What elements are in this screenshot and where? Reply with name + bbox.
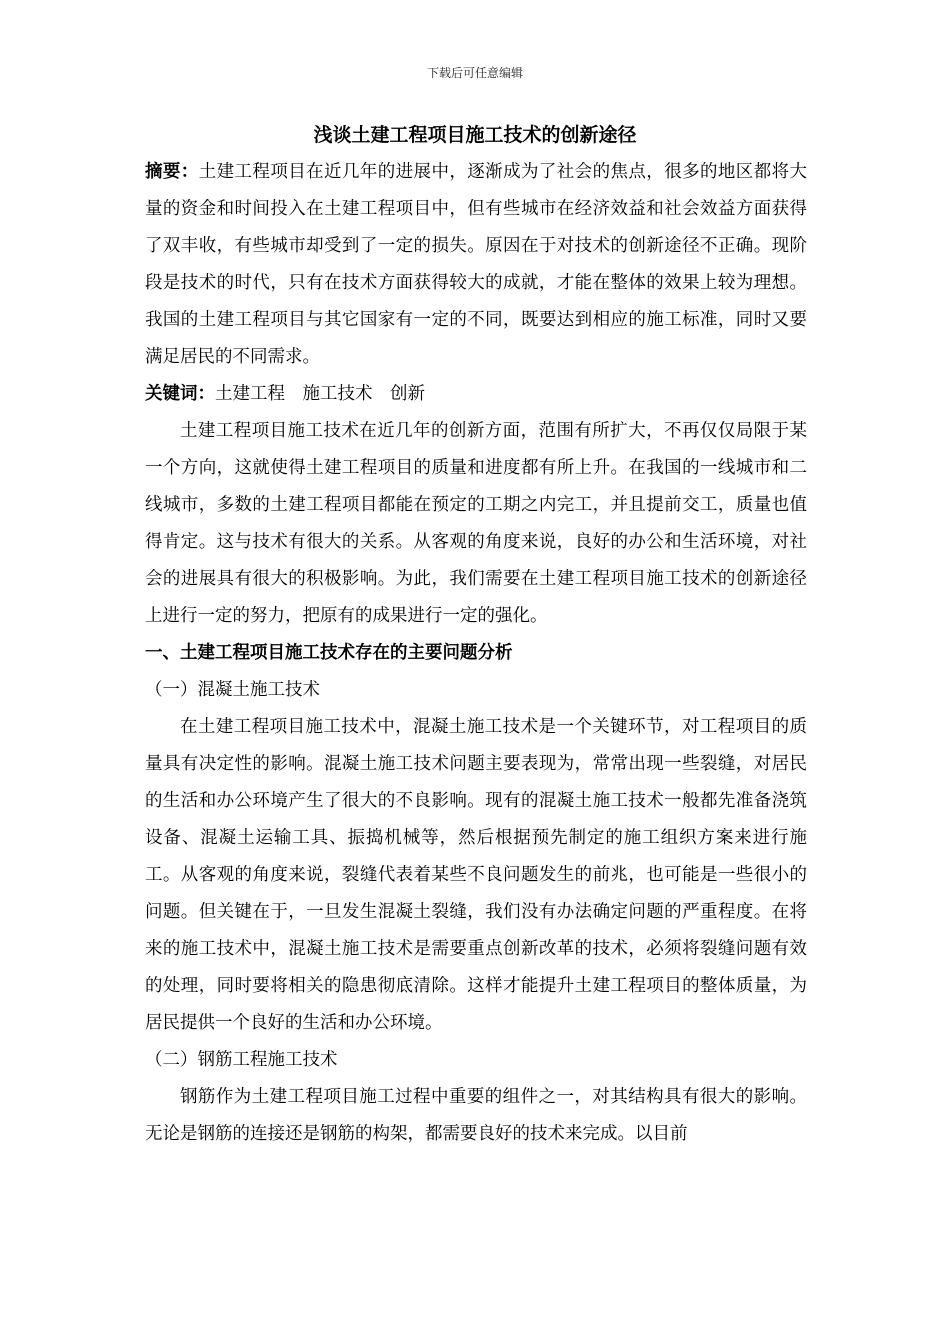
section-heading: 一、土建工程项目施工技术存在的主要问题分析 — [145, 643, 513, 663]
abstract-paragraph — [145, 154, 807, 376]
body-paragraph: 在土建工程项目施工技术中，混凝土施工技术是一个关键环节，对工程项目的质量具有决定性的影响。混凝土施工技术问题主要表现为，常常出现一些裂缝，对居民的生活和办公环境产生了很大的不良影响。现有的混凝土施工技术一般都先准备浇筑设备、混凝土运输工具、振捣机械等，然后根据预先制定的施工组织方案来进行施工。从客观的角度来说，裂缝代表着某些不良问题发生的前兆，也可能是一些很小的问题。但关键在于，一旦发生混凝土裂缝，我们没有办法确定问题的严重程度。在将来的施工技术中，混凝土施工技术是需要重点创新改革的技术，必须将裂缝问题有效的处理，同时要将相关的隐患彻底清除。这样才能提升土建工程项目的整体质量，为居民提供一个良好的生活和办公环境。 — [145, 717, 807, 1033]
document-title: 浅谈土建工程项目施工技术的创新途径 — [313, 124, 637, 146]
abstract-text: 土建工程项目在近几年的进展中，逐渐成为了社会的焦点，很多的地区都将大量的资金和时间投入在土建工程项目中，但有些城市在经济效益和社会效益方面获得了双丰收，有些城市却受到了一定的损失。原因在于对技术的创新途径不正确。现阶段是技术的时代，只有在技术方面获得较大的成就，才能在整体的效果上较为理想。我国的土建工程项目与其它国家有一定的不同，既要达到相应的施工标准，同时又要满足居民的不同需求。 — [145, 162, 808, 367]
keywords-label: 关键词： — [145, 384, 215, 404]
body-paragraph: 钢筋作为土建工程项目施工过程中重要的组件之一，对其结构具有很大的影响。无论是钢筋的连接还是钢筋的构架，都需要良好的技术来完成。以目前 — [145, 1087, 807, 1144]
keyword-term: 创新 — [390, 384, 425, 404]
intro-paragraph: 土建工程项目施工技术在近几年的创新方面，范围有所扩大，不再仅仅局限于某一个方向，这就使得土建工程项目的质量和进度都有所上升。在我国的一线城市和二线城市，多数的土建工程项目都能在预定的工期之内完工，并且提前交工，质量也值得肯定。这与技术有很大的关系。从客观的角度来说，良好的办公和生活环境，对社会的进展具有很大的积极影响。为此，我们需要在土建工程项目施工技术的创新途径上进行一定的努力，把原有的成果进行一定的强化。 — [145, 421, 807, 626]
abstract-label: 摘要： — [145, 162, 199, 182]
keywords-line — [145, 376, 807, 413]
header-note: 下载后可任意编辑 — [426, 66, 523, 80]
subsection-heading: （一）混凝土施工技术 — [145, 680, 320, 700]
subsection-heading: （二）钢筋工程施工技术 — [145, 1050, 338, 1070]
keyword-term: 土建工程 — [215, 384, 285, 404]
keyword-term: 施工技术 — [302, 384, 373, 404]
document-body — [145, 154, 807, 1153]
